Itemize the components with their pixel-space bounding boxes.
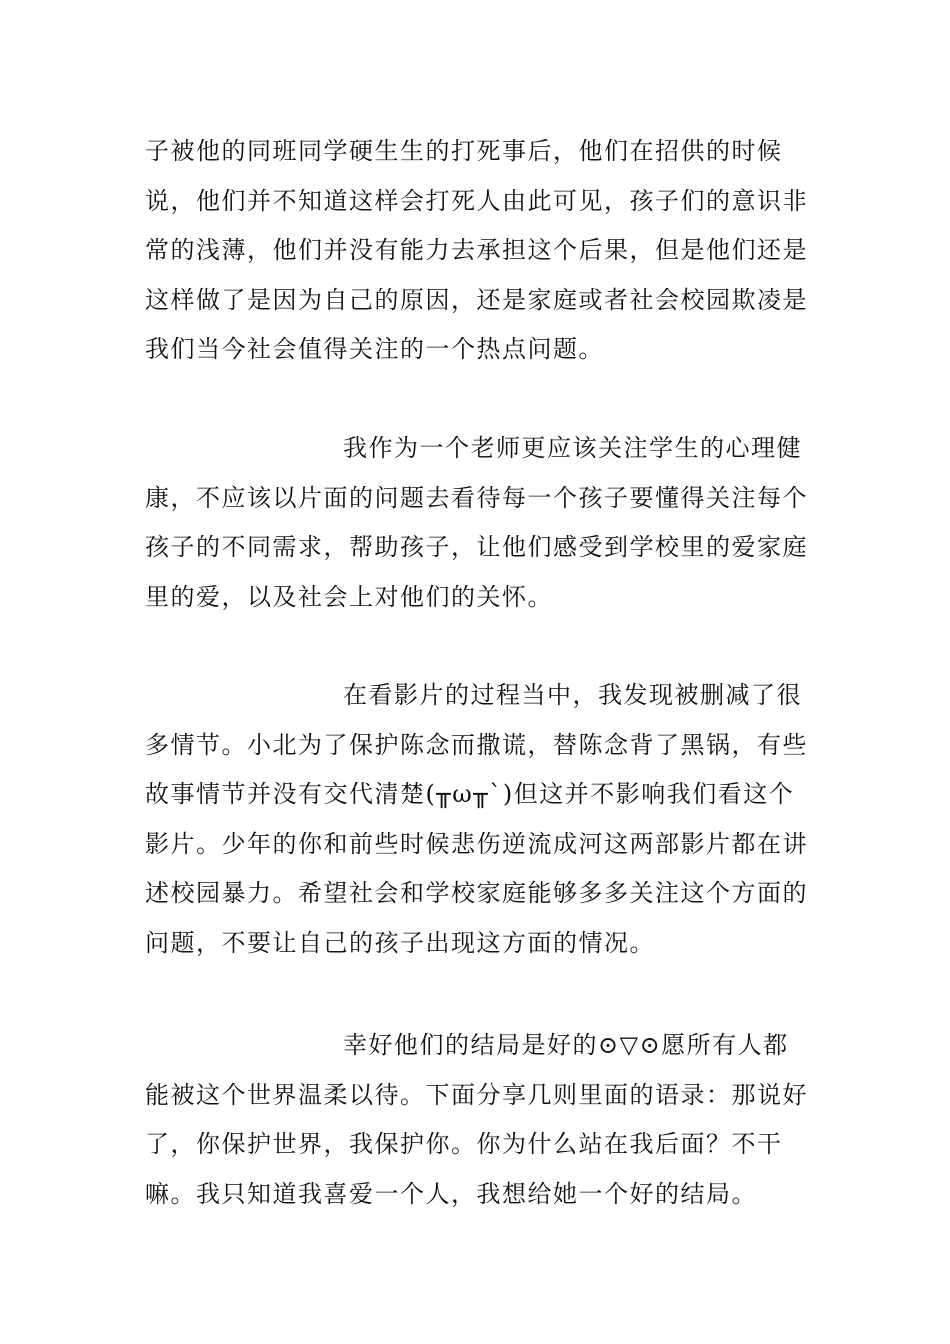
paragraph-1: 子被他的同班同学硬生生的打死事后，他们在招供的时候说，他们并不知道这样会打死人由此可见，孩子们的意识非常的浅薄，他们并没有能力去承担这个后果，但是他们还是这样做了是因为自己的原因，还是家庭或者社会校园欺凌是我们当今社会值得关注的一个热点问题。 bbox=[145, 137, 808, 363]
paragraph-4: 幸好他们的结局是好的⊙▽⊙愿所有人都能被这个世界温柔以待。下面分享几则里面的语录：那说好了，你保护世界，我保护你。你为什么站在我后面？不干嘛。我只知道我喜爱一个人，我想给她一个好的结局。 bbox=[145, 1031, 808, 1208]
paragraph-3: 在看影片的过程当中，我发现被删减了很多情节。小北为了保护陈念而撒谎，替陈念背了黑锅，有些故事情节并没有交代清楚(╥ω╥`)但这并不影响我们看这个影片。少年的你和前些时候悲伤逆流成河这两部影片都在讲述校园暴力。希望社会和学校家庭能够多多关注这个方面的问题，不要让自己的孩子出现这方面的情况。 bbox=[145, 681, 808, 957]
paragraph-2: 我作为一个老师更应该关注学生的心理健康，不应该以片面的问题去看待每一个孩子要懂得关注每个孩子的不同需求，帮助孩子，让他们感受到学校里的爱家庭里的爱，以及社会上对他们的关怀。 bbox=[145, 434, 808, 611]
